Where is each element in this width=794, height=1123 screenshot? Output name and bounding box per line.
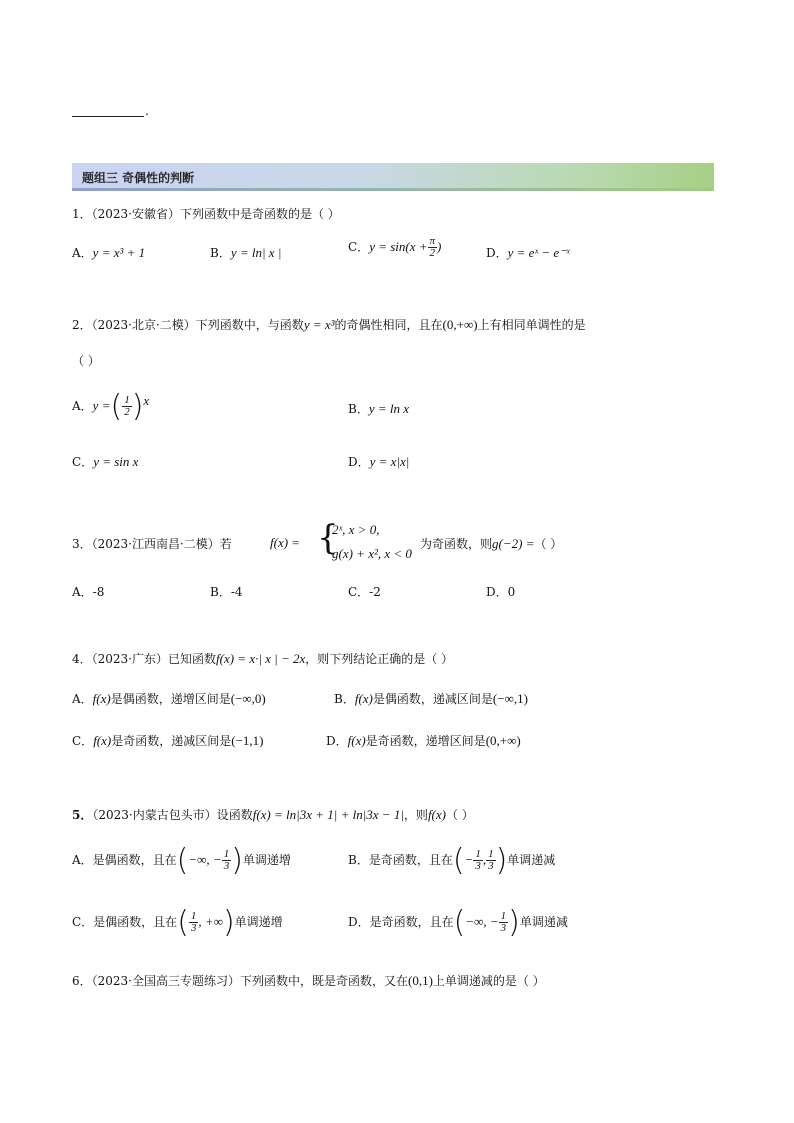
q3-stem-tail: [420, 535, 562, 552]
q5-a-int-pre: −∞, −: [188, 852, 222, 867]
q1-a-label: A．: [72, 246, 93, 260]
q5-b-post: 单调递减: [507, 853, 556, 867]
q4-d-label: D．: [326, 734, 348, 748]
q5-c-post: 单调递增: [234, 915, 283, 929]
q1-c-fraction: [428, 236, 438, 259]
q2-option-c: [72, 453, 138, 470]
q1-c-den: 2: [429, 247, 436, 259]
q5-a-num: 1: [223, 848, 230, 860]
q4-d-interval: (0,+∞): [485, 733, 521, 748]
q5-d-num: 1: [500, 910, 507, 922]
q4-option-a: [72, 690, 266, 707]
q4-c-text: 是奇函数，递减区间是: [111, 734, 232, 748]
q3-case1: 2ˣ, x > 0,: [332, 522, 380, 537]
q2-b-label: B．: [348, 402, 369, 416]
q2-answer-paren: （ ）: [72, 354, 100, 368]
q2-d-label: D．: [348, 455, 370, 469]
q2-option-b: [348, 400, 409, 417]
q5-a-rparen: ): [231, 843, 243, 878]
q5-c-text: C．是偶函数，且在: [72, 915, 178, 929]
q3-stem-pre: 3．（2023·江西南昌·二模）若: [72, 537, 232, 551]
q5-stem-pre: （2023·内蒙古包头市）设函数: [92, 808, 253, 822]
q5-b-num1: 1: [475, 848, 481, 860]
q5-stem: [72, 806, 474, 823]
q4-c-label: C．: [72, 734, 94, 748]
q5-b-int-pre: −: [464, 852, 474, 867]
q5-b-fraction-1: [473, 849, 483, 872]
q5-d-post: 单调递减: [519, 915, 568, 929]
q5-c-den: 3: [190, 922, 197, 934]
q2-stem: [72, 316, 586, 333]
q2-a-den: 2: [124, 406, 130, 418]
q1-c-label: C．: [348, 240, 370, 254]
q5-c-fraction: [189, 911, 199, 934]
q2-a-label: A．: [72, 399, 93, 413]
q5-c-lparen: (: [177, 905, 189, 940]
q5-d-den: 3: [500, 922, 507, 934]
q5-a-lparen: (: [176, 843, 189, 878]
q6-stem-pre: 6．（2023·全国高三专题练习）下列函数中，既是奇函数，又在: [72, 974, 408, 988]
q5-option-d: [348, 905, 568, 940]
q5-b-num2: 1: [488, 848, 494, 860]
q5-b-den1: 3: [475, 860, 481, 872]
q5-d-text: D．是奇函数，且在: [348, 915, 454, 929]
q5-option-c: [72, 905, 283, 940]
q2-b-expr: y = ln x: [368, 401, 410, 416]
q1-d-expr: y = eˣ − e⁻ˣ: [507, 245, 570, 260]
q1-a-expr: y = x³ + 1: [92, 245, 146, 260]
q1-option-c: [348, 236, 441, 259]
q4-b-label: B．: [334, 692, 355, 706]
q2-a-rparen: ): [131, 389, 144, 424]
q6-stem: [72, 972, 545, 989]
q4-c-fx: f(x): [93, 733, 112, 748]
q1-option-d: [486, 244, 570, 261]
q4-d-text: 是奇函数，递增区间是: [365, 734, 486, 748]
q5-a-post: 单调递增: [242, 853, 291, 867]
section-title: 题组三 奇偶性的判断: [82, 171, 195, 185]
q3-fx: f(x) =: [270, 535, 301, 550]
q5-d-lparen: (: [453, 905, 466, 940]
q4-b-text: 是偶函数，递减区间是: [372, 692, 493, 706]
q4-stem-pre: 4．（2023·广东）已知函数: [72, 652, 216, 666]
q5-c-num: 1: [190, 910, 197, 922]
q2-a-exp: x: [143, 393, 150, 408]
q5-b-lparen: (: [452, 843, 465, 878]
q5-stem-expr: f(x) = ln|3x + 1| + ln|3x − 1|: [252, 807, 404, 822]
q4-stem-post: ，则下列结论正确的是（ ）: [305, 652, 454, 666]
q5-d-int-pre: −∞, −: [465, 914, 499, 929]
q4-a-label: A．: [72, 692, 93, 706]
q2-option-d: [348, 453, 409, 470]
section-banner-underline: [72, 188, 714, 191]
q2-a-num: 1: [124, 394, 130, 406]
q5-b-text: B．是奇函数，且在: [348, 853, 453, 867]
q4-stem-expr: f(x) = x·| x | − 2x: [216, 651, 306, 666]
q2-stem-interval: (0,+∞): [442, 317, 478, 332]
q3-stem-mid: 为奇函数，则: [420, 537, 493, 551]
q5-c-int-post: , +∞: [198, 914, 223, 929]
q4-option-c: [72, 732, 264, 749]
q5-d-fraction: [499, 911, 509, 934]
q4-stem: [72, 650, 453, 667]
q3-case2: g(x) + x², x < 0: [332, 546, 412, 561]
q5-b-den2: 3: [488, 860, 494, 872]
q2-c-label: C．: [72, 455, 94, 469]
q2-stem-pre: 2．（2023·北京·二模）下列函数中，与函数: [72, 318, 304, 332]
q4-a-text: 是偶函数，递增区间是: [110, 692, 231, 706]
q1-option-b: [210, 244, 281, 261]
q5-answer-paren: （ ）: [445, 808, 474, 822]
q3-option-b: B．-4: [210, 585, 243, 599]
q5-d-rparen: ): [508, 905, 520, 940]
q1-b-label: B．: [210, 246, 231, 260]
q3-brace: {: [317, 518, 339, 558]
q6-stem-interval: (0,1): [408, 973, 433, 988]
q2-d-expr: y = x|x|: [369, 454, 410, 469]
q5-stem-fx: f(x): [427, 807, 446, 822]
q1-stem: 1．（2023·安徽省）下列函数中是奇函数的是（ ）: [72, 207, 340, 221]
answer-blank-line: [72, 116, 144, 117]
q4-a-fx: f(x): [92, 691, 111, 706]
q4-c-interval: (−1,1): [231, 733, 264, 748]
q5-number: 5．: [72, 808, 93, 822]
q2-stem-mid: 的奇偶性相同，且在: [334, 318, 443, 332]
q4-d-fx: f(x): [347, 733, 366, 748]
q5-option-b: [348, 843, 555, 878]
q1-b-expr: y = ln| x |: [230, 245, 282, 260]
q1-option-a: [72, 244, 145, 261]
q4-option-d: [326, 732, 521, 749]
blank-period: .: [145, 104, 149, 118]
q6-stem-post: 上单调递减的是（ ）: [432, 974, 545, 988]
q1-c-expr-pre: y = sin(x +: [369, 239, 428, 254]
q5-b-fraction-2: [486, 849, 496, 872]
q3-option-c: C．-2: [348, 585, 381, 599]
q5-stem-mid: ，则: [403, 808, 428, 822]
q2-a-lparen: (: [110, 389, 123, 424]
q5-option-a: [72, 843, 291, 878]
q2-option-a: [72, 389, 149, 424]
q2-c-expr: y = sin x: [93, 454, 139, 469]
q1-c-num: π: [429, 235, 436, 247]
q3-option-d: D．0: [486, 585, 516, 599]
q5-c-rparen: ): [222, 905, 235, 940]
q2-a-pre: y =: [92, 398, 111, 413]
q1-d-label: D．: [486, 246, 508, 260]
q5-a-den: 3: [223, 860, 230, 872]
q5-a-fraction: [222, 849, 232, 872]
q4-option-b: [334, 690, 528, 707]
q3-answer-paren: （ ）: [534, 537, 563, 551]
q4-b-interval: (−∞,1): [492, 691, 528, 706]
q2-stem-expr: y = x³: [303, 317, 335, 332]
q4-a-interval: (−∞,0): [230, 691, 266, 706]
q2-a-fraction: [122, 395, 132, 418]
q3-g-expr: g(−2) =: [492, 536, 535, 551]
q5-b-rparen: ): [495, 843, 508, 878]
q1-c-expr-post: ): [437, 239, 442, 254]
q3-option-a: A．-8: [72, 585, 105, 599]
q2-stem-post: 上有相同单调性的是: [477, 318, 586, 332]
q5-a-text: A．是偶函数，且在: [72, 853, 177, 867]
q5-b-comma: ,: [482, 852, 487, 867]
q4-b-fx: f(x): [354, 691, 373, 706]
